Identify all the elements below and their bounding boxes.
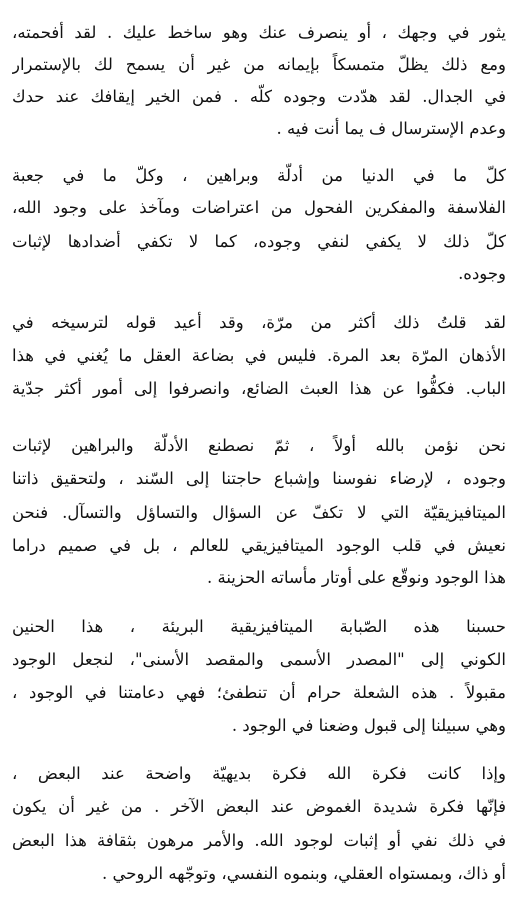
paragraph-3-line-2: الأذهان المرّة بعد المرة. فليس في بضاعة العقل ما يُغني في هذا <box>12 346 506 365</box>
paragraph-5-line-4: وهي سبيلنا إلى قبول وضعنا في الوجود . <box>231 716 506 735</box>
paragraph-3-line-1: لقد قلتُ ذلك أكثر من مرّة، وقد أعيد قوله لترسيخه في <box>12 313 506 332</box>
paragraph-1-line-2: ومع ذلك يظلّ متمسكاً بإيمانه من غير أن يسمح لك بالإستمرار <box>12 55 506 74</box>
paragraph-6-line-1: وإذا كانت فكرة الله فكرة بديهيّة واضحة عند البعض ، <box>12 764 506 783</box>
paragraph-4-line-5: هذا الوجود ونوقّع على أوتار مأساته الحزينة . <box>206 568 506 587</box>
paragraph-1-line-3: في الجدال. لقد هدّدت وجوده كلّه . فمن الخير إيقافك عند حدك <box>12 87 506 106</box>
paragraph-1-line-4: وعدم الإسترسال ف يما أنت فيه . <box>276 119 506 138</box>
paragraph-4-line-2: وجوده ، لإرضاء نفوسنا وإشباع حاجتنا إلى السّند ، ولتحقيق ذاتنا <box>12 469 506 488</box>
paragraph-5-line-2: الكوني إلى "المصدر الأسمى والمقصد الأسنى"، لنجعل الوجود <box>12 650 506 669</box>
paragraph-4-line-1: نحن نؤمن بالله أولاً ، ثمّ نصطنع الأدلّة والبراهين لإثبات <box>12 436 506 455</box>
paragraph-4-line-3: الميتافيزيقيّة التي لا تكفّ عن السؤال والتساؤل والتسآل. فنحن <box>12 503 506 522</box>
paragraph-3-line-3: الباب. فكفُّوا عن هذا العبث الضائع، وانصرفوا إلى أمور أكثر جدّية <box>12 379 506 398</box>
paragraph-4-line-4: نعيش في قلب الوجود الميتافيزيقي للعالم ، بل في صميم دراما <box>12 536 506 555</box>
paragraph-2-line-3: كلّ ذلك لا يكفي لنفي وجوده، كما لا تكفي أضدادها لإثبات <box>12 232 506 251</box>
paragraph-6-line-4: أو ذاك، وبمستواه العقلي، وبنموه النفسي، وتوجّهه الروحي . <box>102 864 506 883</box>
paragraph-2-line-4: وجوده. <box>458 264 506 283</box>
paragraph-5-line-3: مقبولاً . هذه الشعلة حرام أن تنطفئ؛ فهي دعامتنا في الوجود ، <box>12 683 506 702</box>
paragraph-6-line-3: في ذلك نفي أو إثبات لوجود الله. والأمر مرهون بثقافة هذا البعض <box>12 831 506 850</box>
paragraph-2-line-2: الفلاسفة والمفكرين الفحول من اعتراضات ومآخذ على وجود الله، <box>12 198 506 217</box>
paragraph-2-line-1: كلّ ما في الدنيا من أدلّة وبراهين ، وكلّ ما في جعبة <box>12 166 506 185</box>
paragraph-5-line-1: حسبنا هذه الصّبابة الميتافيزيقية البريئة ، هذا الحنين <box>12 617 506 636</box>
paragraph-1-line-1: يثور في وجهك ، أو ينصرف عنك وهو ساخط عليك . لقد أفحمته، <box>12 23 506 42</box>
paragraph-6-line-2: فإنّها فكرة شديدة الغموض عند البعض الآخر . من غير أن يكون <box>12 797 506 816</box>
